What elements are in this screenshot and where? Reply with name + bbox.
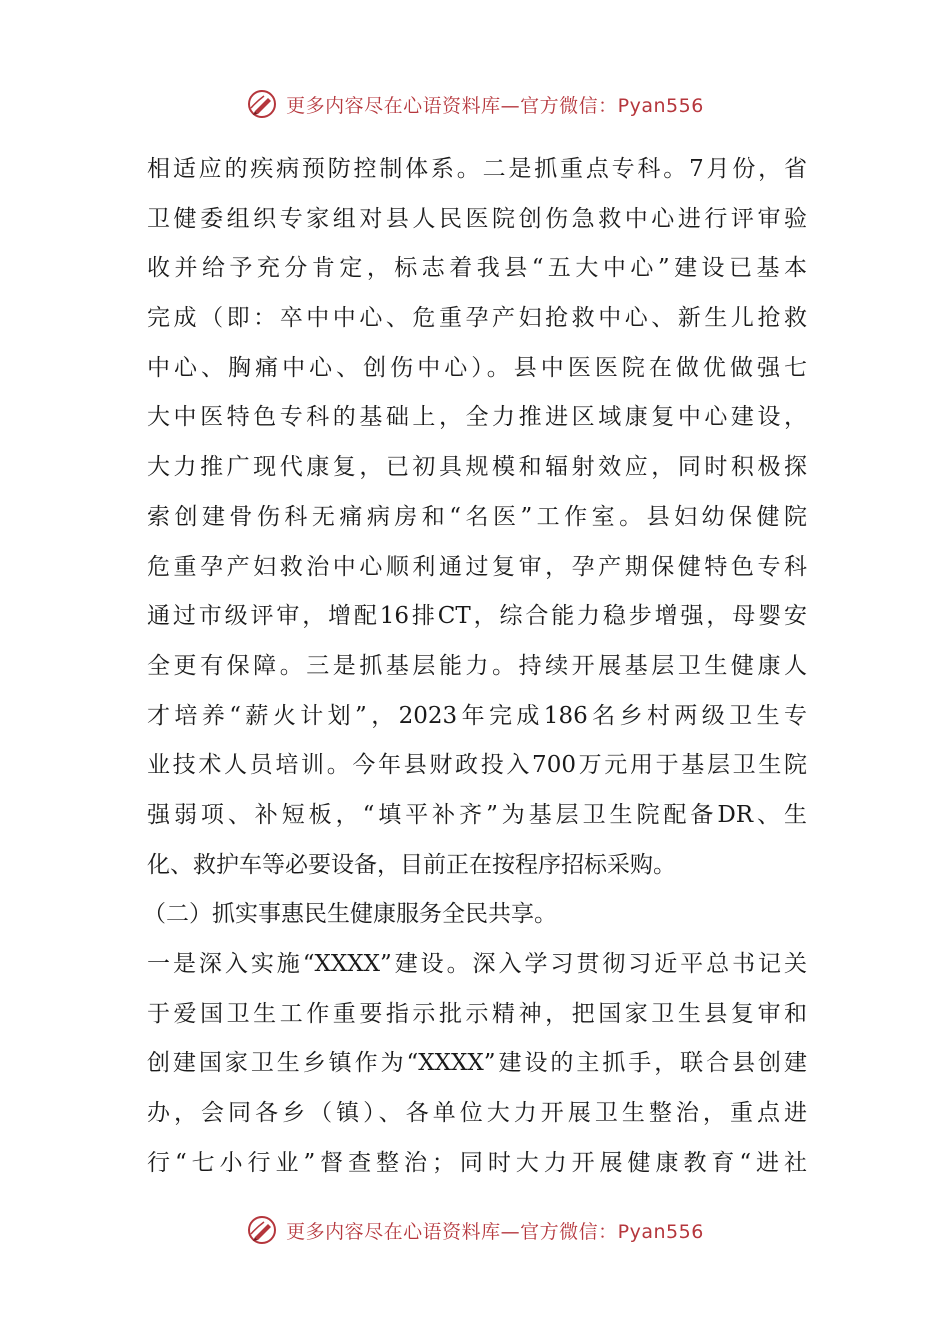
text-line: 大力推广现代康复，已初具规模和辐射效应，同时积极探 <box>147 454 807 481</box>
header-banner <box>0 84 950 124</box>
text-line: 强弱项、补短板，“填平补齐”为基层卫生院配备DR、生 <box>147 801 807 828</box>
text-line: 收并给予充分肯定，标志着我县“五大中心”建设已基本 <box>147 255 807 282</box>
text-line: 创建国家卫生乡镇作为“XXXX”建设的主抓手，联合县创建 <box>147 1050 807 1077</box>
header-banner-text: 更多内容尽在心语资料库—官方微信：Pyan556 <box>286 94 704 117</box>
footer-banner <box>0 1210 950 1250</box>
section-heading: （二）抓实事惠民生健康服务全民共享。 <box>143 901 557 928</box>
text-line: 全更有保障。三是抓基层能力。持续开展基层卫生健康人 <box>147 652 807 679</box>
text-line: 相适应的疾病预防控制体系。二是抓重点专科。7月份，省 <box>147 156 807 182</box>
text-line: 才培养“薪火计划”，2023年完成186名乡村两级卫生专 <box>147 702 807 729</box>
text-line: 通过市级评审，增配16排CT，综合能力稳步增强，母婴安 <box>147 603 807 630</box>
text-line: 化、救护车等必要设备，目前正在按程序招标采购。 <box>147 851 676 878</box>
text-line: 行“七小行业”督查整治；同时大力开展健康教育“进社 <box>147 1149 807 1176</box>
footer-banner-text: 更多内容尽在心语资料库—官方微信：Pyan556 <box>286 1220 704 1243</box>
text-line: 一是深入实施“XXXX”建设。深入学习贯彻习近平总书记关 <box>147 951 807 977</box>
text-line: 大中医特色专科的基础上，全力推进区域康复中心建设， <box>147 404 807 431</box>
pen-logo-icon <box>246 88 278 120</box>
text-line: 办，会同各乡（镇）、各单位大力开展卫生整治，重点进 <box>147 1100 807 1127</box>
text-line: 业技术人员培训。今年县财政投入700万元用于基层卫生院 <box>147 752 807 779</box>
text-line: 中心、胸痛中心、创伤中心）。县中医医院在做优做强七 <box>147 354 807 381</box>
text-line: 卫健委组织专家组对县人民医院创伤急救中心进行评审验 <box>147 205 807 232</box>
text-line: 索创建骨伤科无痛病房和“名医”工作室。县妇幼保健院 <box>147 503 807 530</box>
text-line: 危重孕产妇救治中心顺利通过复审，孕产期保健特色专科 <box>147 553 807 580</box>
pen-logo-icon <box>246 1214 278 1246</box>
text-line: 于爱国卫生工作重要指示批示精神，把国家卫生县复审和 <box>147 1000 807 1027</box>
document-body <box>143 145 807 1188</box>
text-line: 完成（即：卒中中心、危重孕产妇抢救中心、新生儿抢救 <box>147 305 807 332</box>
